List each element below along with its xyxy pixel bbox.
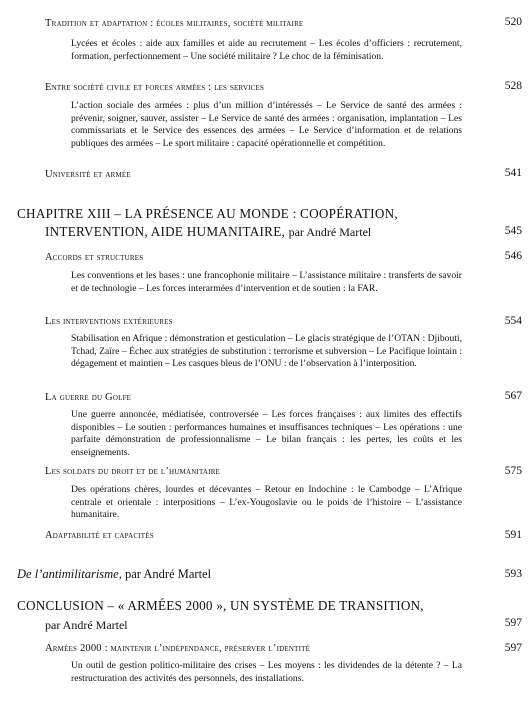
page-number: 575 [504,465,522,477]
conclusion-title: CONCLUSION – « ARMÉES 2000 », UN SYSTÈME DE TRANSITION, [17,598,424,613]
section-title: Les soldats du droit et de l’humanitaire [45,466,221,477]
chapter-title-line2 [45,224,371,240]
chapter-title: INTERVENTION, AIDE HUMANITAIRE, [45,224,286,239]
section-title: Adaptabilité et capacités [45,530,154,541]
section-summary: L’action sociale des armées : plus d’un million d’intéressés – Le Service de santé des armées : prévenir, soigner, sauver, assister – Le Service de santé des armées : organisation, implantation – Les commissariats et le Service des essences des armées – Le Service d’information et de relations publiques des armées – Le sport militaire : capacité opérationnelle et compétition. [71,100,462,149]
section-summary: Lycées et écoles : aide aux familles et aide au recrutement – Les écoles d’officiers : recrutement, formation, perfectionnement – Une société militaire ? Le choc de la féminisation. [71,38,462,62]
section-summary: Une guerre annoncée, médiatisée, controversée – Les forces françaises : aux limites des effectifs disponibles – Le soutien : performances humaines et insuffisances techniques – Les opérations : une parfaite démonstration de professionnalisme – Le bilan français : les pertes, les coûts et les enseignements. [71,409,462,458]
section-title: Armées 2000 : maintenir l’indépendance, préserver l’identité [45,643,311,654]
page-number: 591 [504,529,522,541]
antimilitarism-author: par André Martel [124,567,212,581]
page-number: 597 [504,617,522,629]
antimilitarism-entry [17,567,211,582]
section-title: Les interventions extérieures [45,316,173,327]
page-number: 546 [504,250,522,262]
section-title: Accords et structures [45,252,144,263]
page-number: 593 [504,568,522,580]
chapter-title-line1: CHAPITRE XIII – LA PRÉSENCE AU MONDE : COOPÉRATION, [17,206,398,221]
section-title: Tradition et adaptation : écoles militaires, société militaire [45,18,304,29]
section-title: Université et armée [45,169,131,180]
page-number: 597 [504,642,522,654]
page-number: 528 [504,80,522,92]
section-summary: Les conventions et les bases : une francophonie militaire – L’assistance militaire : transferts de savoir et de technologie – Les forces interarmées d’intervention et de soutien : la FAR. [71,270,462,294]
page-number: 554 [504,315,522,327]
section-title: Entre société civile et forces armées : les services [45,82,265,93]
conclusion-author [45,617,128,633]
page-number: 520 [504,16,522,28]
section-title: La guerre du Golfe [45,392,132,403]
conclusion-author-text: par André Martel [45,618,128,632]
chapter-author: par André Martel [288,225,372,239]
section-summary: Stabilisation en Afrique : démonstration et gesticulation – Le glacis stratégique de l’OTAN : Djibouti, Tchad, Zaïre – Échec aux stratégies de substitution : terrorisme et subversion – Le Pacifique lointain : dégagement et maintien – Les casques bleus de l’ONU : de l’observation à l’interposition. [71,333,462,370]
page-number: 567 [504,390,522,402]
section-summary: Un outil de gestion politico-militaire des crises – Les moyens : les dividendes de la détente ? – La restructuration des activités des personnels, des installations. [71,660,462,684]
antimilitarism-title: De l’antimilitarisme, [17,567,122,581]
page-number: 541 [504,167,522,179]
page-number: 545 [504,225,522,237]
section-summary: Des opérations chères, lourdes et décevantes – Retour en Indochine : le Cambodge – L’Afrique centrale et orientale : interpositions – L’ex-Yougoslavie ou le poids de l’histoire – L’assistance humanitaire. [71,484,462,521]
